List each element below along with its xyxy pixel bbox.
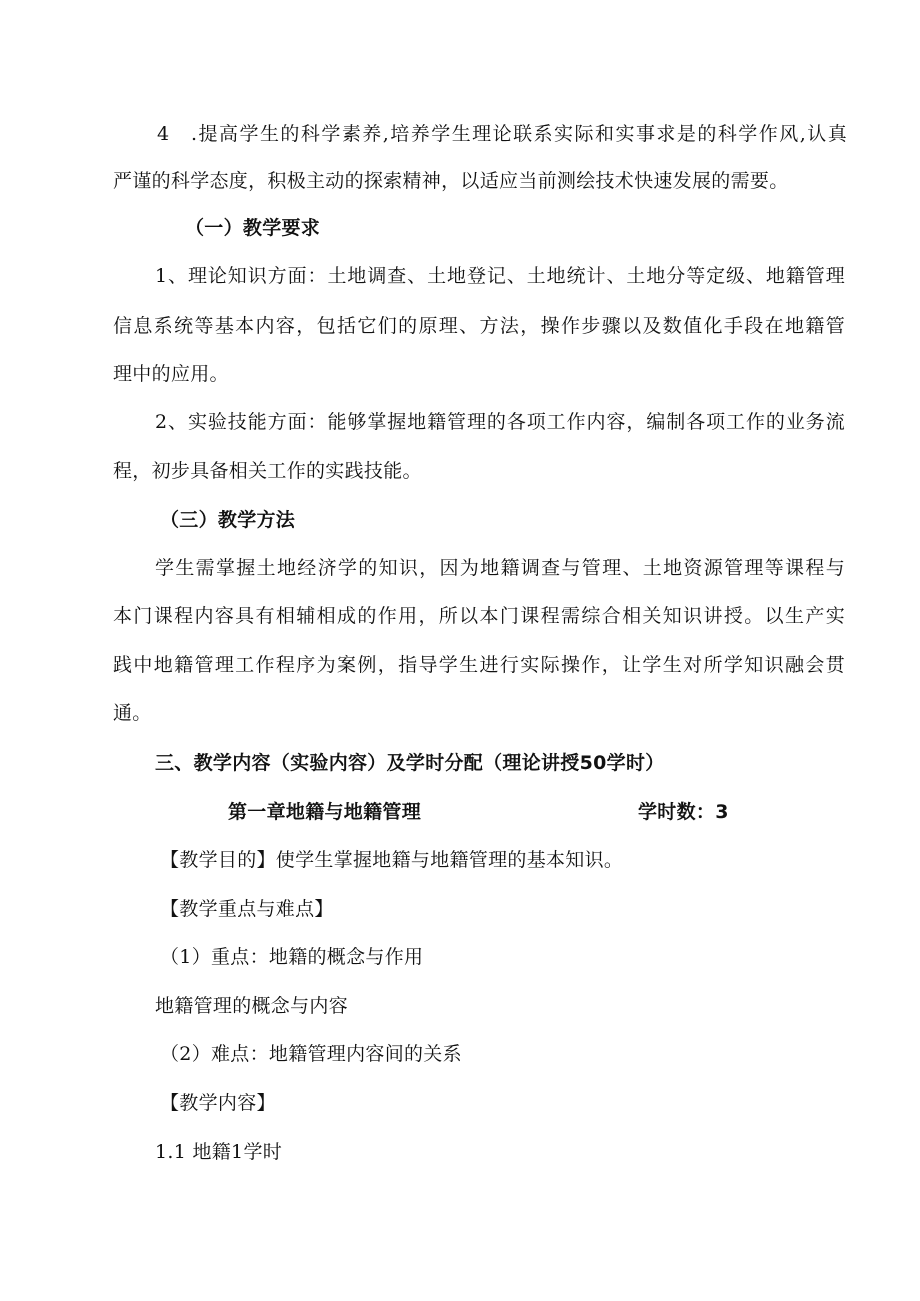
para-theory-line-3: 理中的应用。 [113, 363, 229, 385]
heading-teaching-requirements: （一）教学要求 [185, 217, 321, 239]
key-point-1-continued: 地籍管理的概念与内容 [155, 995, 349, 1017]
para-methods-line-1: 学生需掌握土地经济学的知识，因为地籍调查与管理、土地资源管理等课程与 [155, 557, 845, 579]
teaching-objective: 【教学目的】使学生掌握地籍与地籍管理的基本知识。 [160, 849, 624, 871]
key-point-1: （1）重点：地籍的概念与作用 [160, 946, 424, 968]
content-heading: 【教学内容】 [160, 1092, 276, 1114]
para-methods-line-4: 通。 [113, 702, 152, 724]
para-goal-4-line-1: 4 .提高学生的科学素养,培养学生理论联系实际和实事求是的科学作风,认真 [157, 123, 847, 145]
para-goal-4-line-2: 严谨的科学态度，积极主动的探索精神，以适应当前测绘技术快速发展的需要。 [113, 170, 789, 192]
chapter-1-title: 第一章地籍与地籍管理 [228, 801, 422, 823]
para-theory-line-1: 1、理论知识方面：土地调查、土地登记、土地统计、土地分等定级、地籍管理 [155, 265, 845, 287]
section-1-1: 1.1 地籍1学时 [155, 1141, 283, 1163]
difficulty-point: （2）难点：地籍管理内容间的关系 [160, 1043, 462, 1065]
para-skills-line-1: 2、实验技能方面：能够掌握地籍管理的各项工作内容，编制各项工作的业务流 [155, 411, 845, 433]
chapter-1-hours: 学时数：3 [638, 801, 729, 823]
heading-teaching-content: 三、教学内容（实验内容）及学时分配（理论讲授50学时） [155, 752, 665, 774]
para-methods-line-2: 本门课程内容具有相辅相成的作用，所以本门课程需综合相关知识讲授。以生产实 [113, 605, 845, 627]
heading-teaching-methods: （三）教学方法 [160, 509, 296, 531]
para-theory-line-2: 信息系统等基本内容，包括它们的原理、方法，操作步骤以及数值化手段在地籍管 [113, 315, 845, 337]
para-skills-line-2: 程，初步具备相关工作的实践技能。 [113, 460, 422, 482]
para-methods-line-3: 践中地籍管理工作程序为案例，指导学生进行实际操作，让学生对所学知识融会贯 [113, 654, 845, 676]
key-points-heading: 【教学重点与难点】 [160, 898, 334, 920]
